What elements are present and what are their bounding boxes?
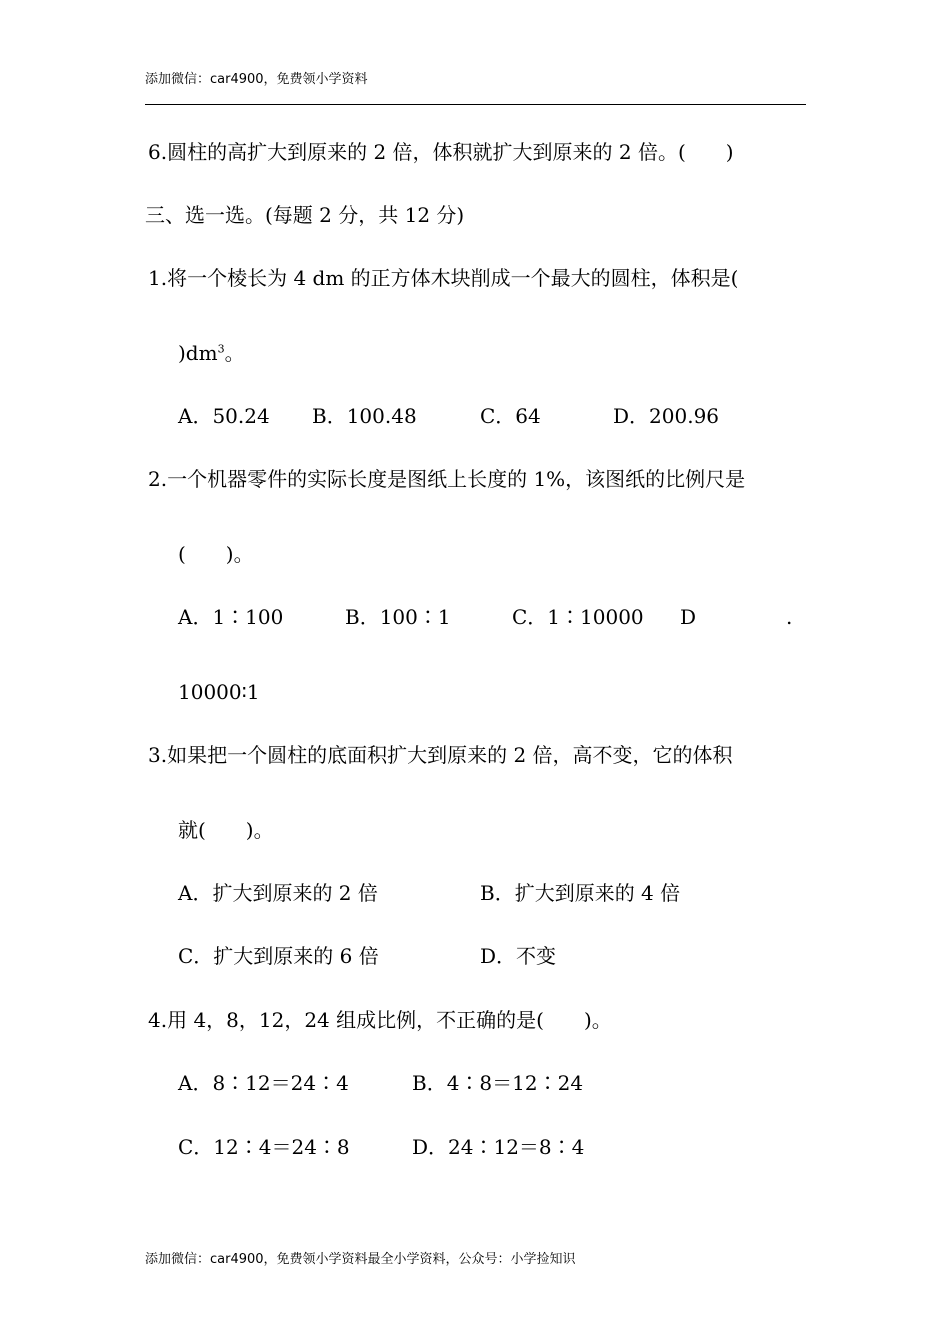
question-4-option-a: A．8∶12＝24∶4: [178, 1071, 349, 1095]
question-1-option-b: B．100.48: [312, 404, 417, 428]
question-2-option-b: B．100∶1: [345, 605, 451, 629]
question-3-text-cont: 就( )。: [178, 818, 274, 842]
question-1-unit: )dm: [178, 341, 218, 365]
question-3-text: 3.如果把一个圆柱的底面积扩大到原来的 2 倍，高不变，它的体积: [148, 743, 733, 767]
question-1-end: 。: [224, 341, 245, 365]
page-header: 添加微信：car4900，免费领小学资料: [145, 72, 368, 87]
section-title: 三、选一选。(每题 2 分，共 12 分): [145, 203, 465, 227]
question-1-unit-exponent: 3: [217, 342, 225, 356]
question-2-option-a: A．1∶100: [178, 605, 284, 629]
question-3-option-d: D．不变: [480, 944, 557, 968]
question-4-option-c: C．12∶4＝24∶8: [178, 1135, 350, 1159]
question-2-option-d-letter: D: [680, 605, 697, 629]
question-2-text-cont: ( )。: [178, 542, 254, 566]
question-1-option-d: D．200.96: [613, 404, 720, 428]
question-2-option-d-dot: .: [786, 605, 793, 629]
question-4-option-b: B．4∶8＝12∶24: [412, 1071, 584, 1095]
page-footer: 添加微信：car4900，免费领小学资料最全小学资料，公众号：小学捡知识: [145, 1252, 576, 1267]
question-3-option-b: B．扩大到原来的 4 倍: [480, 881, 681, 905]
question-2-option-d-value: 10000∶1: [178, 680, 260, 704]
question-1-text: 1.将一个棱长为 4 dm 的正方体木块削成一个最大的圆柱，体积是(: [148, 266, 739, 290]
question-1-option-a: A．50.24: [178, 404, 270, 428]
question-2-option-c: C．1∶10000: [512, 605, 644, 629]
question-2-text: 2.一个机器零件的实际长度是图纸上长度的 1%，该图纸的比例尺是: [148, 467, 746, 491]
question-3-option-a: A．扩大到原来的 2 倍: [178, 881, 378, 905]
question-1-text-cont: [178, 341, 245, 365]
prev-item-6: 6.圆柱的高扩大到原来的 2 倍，体积就扩大到原来的 2 倍。( ): [148, 140, 734, 164]
question-1-option-c: C．64: [480, 404, 541, 428]
question-3-option-c: C．扩大到原来的 6 倍: [178, 944, 379, 968]
question-4-text: 4.用 4，8，12，24 组成比例，不正确的是( )。: [148, 1008, 612, 1032]
question-4-option-d: D．24∶12＝8∶4: [412, 1135, 585, 1159]
header-rule: [145, 104, 806, 105]
